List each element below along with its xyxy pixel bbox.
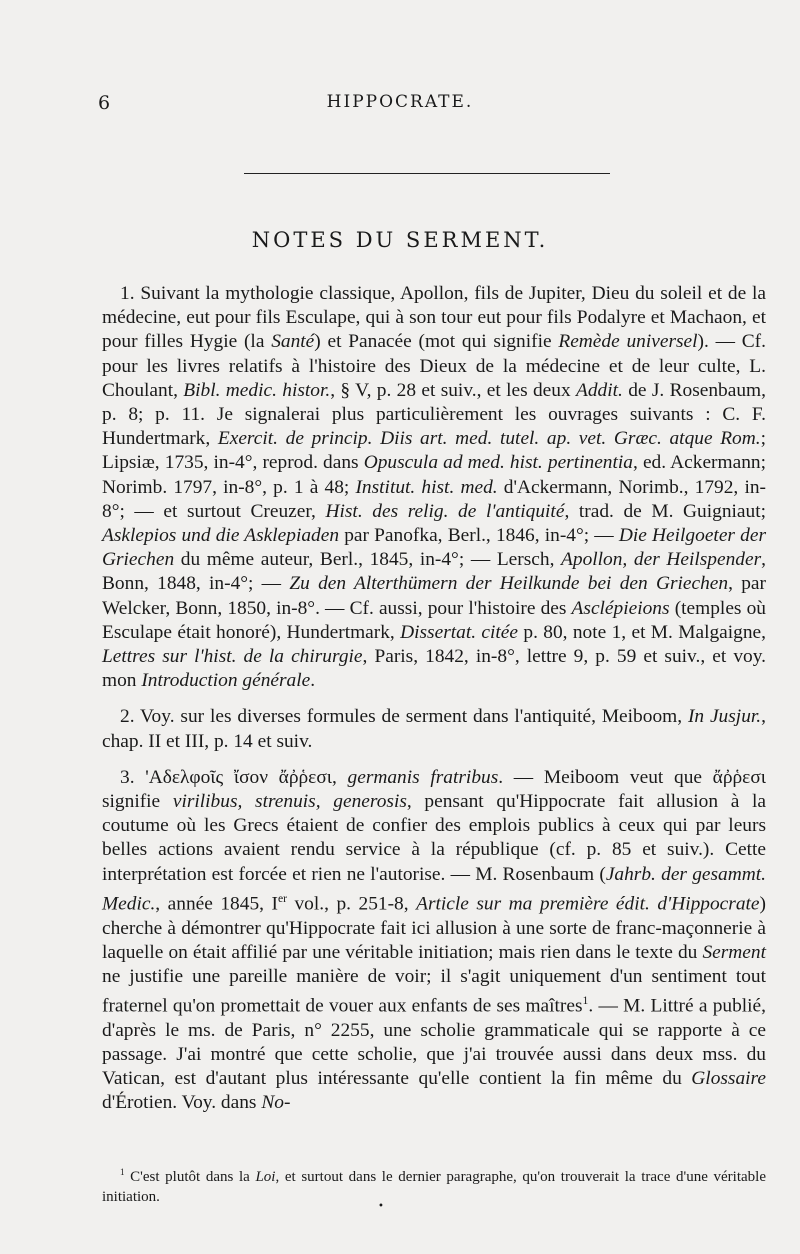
italic-text: Bibl. medic. histor. [183, 379, 331, 401]
note-2 [102, 705, 766, 753]
italic-text: Institut. hist. med. [355, 476, 498, 498]
text-run: vol., p. 251-8, [286, 893, 417, 915]
header-rule [244, 173, 610, 174]
text-run: de J. Rosenbaum, p. 8; p. 11. Je signalerai plus particulièrement les ouvrages suivants : C. F. Hundertmark, [102, 379, 766, 450]
italic-text: Santé [271, 331, 315, 353]
text-run: ; Lipsiæ, 1735, in-4°, reprod. dans [102, 428, 766, 474]
text-run: , Paris, 1842, in-8°, lettre 9, p. 59 et suiv., et voy. mon [102, 646, 766, 692]
italic-text: Remède universel [558, 331, 698, 353]
notes-body [102, 282, 766, 1116]
italic-text: germanis fratribus [347, 766, 499, 788]
italic-text: Article sur ma première édit. d'Hippocrate [416, 893, 760, 915]
text-run: ) et Panacée (mot qui signifie [314, 331, 559, 353]
text-run: . — Meiboom veut que ἄῤῥεσι signifie [102, 766, 766, 813]
italic-text: Serment [702, 941, 766, 963]
italic-text: Dissertat. citée [400, 621, 519, 643]
text-run: . — M. Littré a publié, d'après le ms. de Paris, n° 2255, une scholie grammaticale qui se rapporte à ce passage. J'ai montré que cette scholie, que j'ai trouvée aussi dans deux mss. du Vatican, est d'autant plus intéressante qu'elle contient la fin même du [102, 995, 767, 1090]
note-3 [102, 766, 766, 1116]
italic-text: Introduction générale [141, 670, 311, 692]
text-run: , trad. de M. Guigniaut; [564, 500, 766, 522]
superscript: er [277, 891, 287, 905]
italic-text: Exercit. de princip. Diis art. med. tutel. ap. vet. Græc. atque Rom. [217, 428, 761, 450]
italic-text: Addit. [576, 379, 623, 401]
text-run: du même auteur, Berl., 1845, in-4°; — Lersch, [174, 549, 562, 571]
italic-text: Zu den Alterthümern der Heilkunde bei den Griechen [289, 573, 729, 595]
italic-text: In Jusjur. [687, 706, 762, 728]
text-run: d'Ackermann, Norimb., 1792, in-8°; — et surtout Creuzer, [102, 476, 766, 522]
italic-text: Apollon, der Heilspender [561, 549, 762, 571]
running-head: HIPPOCRATE. [326, 92, 474, 112]
text-run: 3. 'Αδελφοῖς ἴσον ἄῤῥεσι, [120, 766, 348, 788]
text-run: d'Érotien. Voy. dans [102, 1092, 262, 1114]
italic-text: No- [261, 1092, 291, 1114]
printer-speck: • [378, 1201, 384, 1212]
text-run: , et surtout dans le dernier paragraphe, qu'on trouverait la trace d'une véritable initiation. [102, 1169, 766, 1205]
italic-text: Glossaire [691, 1068, 766, 1090]
italic-text: Jahrb. der gesammt. Medic. [102, 863, 766, 915]
text-run: , Bonn, 1848, in-4°; — [102, 549, 766, 595]
section-title: NOTES DU SERMENT. [251, 228, 549, 252]
italic-text: Asklepios und die Asklepiaden [102, 525, 340, 547]
text-run: , § V, p. 28 et suiv., et les deux [330, 379, 577, 401]
footnote-text [102, 1169, 766, 1205]
text-run: , ed. Ackermann; Norimb. 1797, in-8°, p. 1 à 48; [102, 452, 766, 498]
text-run: , par Welcker, Bonn, 1850, in-8°. — Cf. aussi, pour l'histoire des [102, 573, 767, 619]
text-run: ne justifie une pareille manière de voir; il s'agit uniquement d'un sentiment tout fraternel qu'on promettait de vouer aux enfants de ses maîtres [102, 965, 766, 1017]
superscript: 1 [582, 994, 589, 1008]
italic-text: Lettres sur l'hist. de la chirurgie [102, 646, 363, 668]
text-run: , pensant qu'Hippocrate fait allusion à la coutume où les Grecs étaient de confier des emplois publics à ceux qui par leurs belles actions avaient rendu service à la république (cf. p. 85 et suiv.). Cette interprétation est forcée et rien ne l'autorise. — M. Rosenbaum ( [102, 791, 767, 885]
text-run: (temples où Esculape était honoré), Hundertmark, [102, 597, 766, 643]
text-run: p. 80, note 1, et M. Malgaigne, [518, 621, 766, 643]
page-number: 6 [98, 92, 111, 114]
note-1 [102, 282, 766, 693]
italic-text: Die Heilgoeter der Griechen [102, 525, 766, 571]
text-run: ). — Cf. pour les livres relatifs à l'histoire des Dieux de la médecine et de leur culte, L. Choulant, [102, 331, 766, 401]
text-run: , année 1845, I [155, 893, 278, 915]
text-run: 1. Suivant la mythologie classique, Apollon, fils de Jupiter, Dieu du soleil et de la médecine, eut pour fils Esculape, qui à son tour eut pour fils Podalyre et Machaon, et pour filles Hygie (la [102, 283, 766, 353]
footnote [102, 1162, 766, 1207]
text-run: C'est plutôt dans la [124, 1169, 256, 1185]
italic-text: virilibus, strenuis, generosis [172, 791, 407, 813]
text-run: , chap. II et III, p. 14 et suiv. [102, 706, 766, 752]
text-run: 2. Voy. sur les diverses formules de serment dans l'antiquité, Meiboom, [120, 706, 688, 728]
italic-text: Loi [255, 1169, 276, 1185]
italic-text: Opuscula ad med. hist. pertinentia [363, 452, 633, 474]
text-run: ) cherche à démontrer qu'Hippocrate fait ici allusion à une sorte de franc-maçonnerie à laquelle on était affilié par une véritable initiation; mais rien dans le texte du [102, 893, 766, 963]
text-run: . [310, 670, 316, 692]
italic-text: Asclépieions [571, 597, 670, 619]
text-run: par Panofka, Berl., 1846, in-4°; — [339, 525, 619, 547]
footnote-marker: 1 [120, 1167, 125, 1177]
italic-text: Hist. des relig. de l'antiquité [325, 500, 565, 522]
